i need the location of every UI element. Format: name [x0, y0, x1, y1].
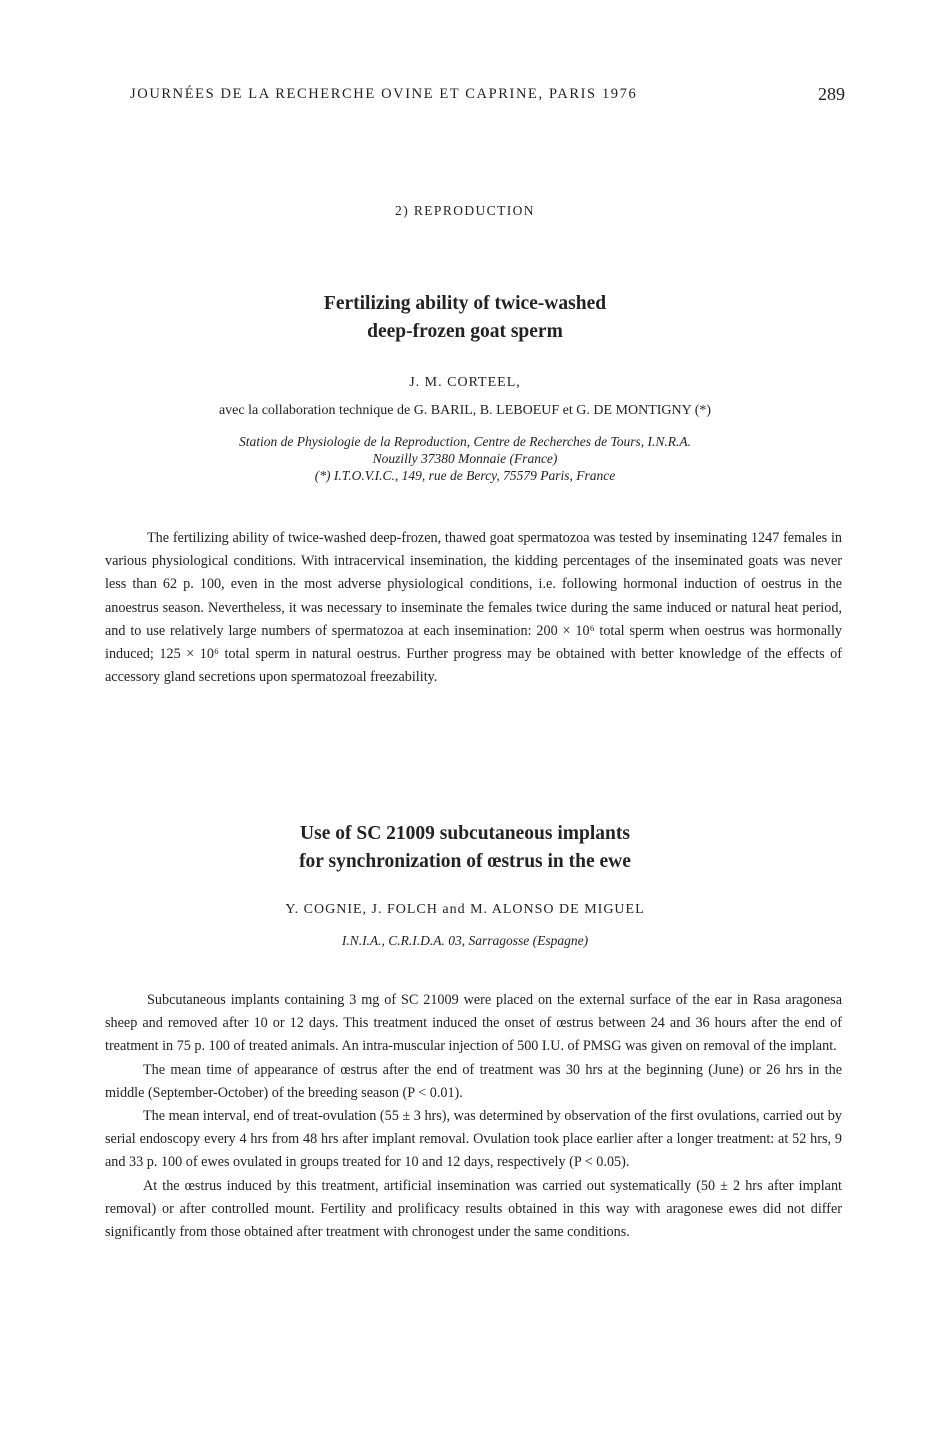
page-number: 289: [818, 84, 845, 104]
article1-author: J. M. CORTEEL,: [409, 375, 521, 390]
article2-body: [105, 989, 842, 1244]
abstract-paragraph: The fertilizing ability of twice-washed deep-frozen, thawed goat spermatozoa was tested by inseminating 1247 females in various physiological conditions. With intracervical insemination, the kidding percentages of the inseminated goats was never less than 62 p. 100, even in the most adverse physiological conditions, i.e. following hormonal induction of oestrus in the anoestrus season. Nevertheless, it was necessary to inseminate the females twice during the same induced or natural heat period, and to use relatively large numbers of spermatozoa at each insemination: 200 × 10⁶ total sperm when oestrus was hormonally induced; 125 × 10⁶ total sperm in natural oestrus. Further progress may be obtained with better knowledge of the effects of accessory gland secretions upon spermatozoal freezability.: [105, 530, 842, 686]
article1-title: [0, 290, 930, 346]
article2-authors: Y. COGNIE, J. FOLCH and M. ALONSO DE MIGUEL: [285, 902, 645, 917]
body-paragraph: The mean interval, end of treat-ovulation (55 ± 3 hrs), was determined by observation of the first ovulations, carried out by serial endoscopy every 4 hrs from 48 hrs after implant removal. Ovulation took place earlier after a longer treatment: at 52 hrs, 9 and 33 p. 100 of ewes ovulated in groups treated for 10 and 12 days, respectively (P < 0.05).: [105, 1108, 842, 1171]
body-paragraph: Subcutaneous implants containing 3 mg of SC 21009 were placed on the external surface of the ear in Rasa aragonesa sheep and removed after 10 or 12 days. This treatment induced the onset of œstrus between 24 and 36 hours after the end of treatment in 75 p. 100 of treated animals. An intra-muscular injection of 500 I.U. of PMSG was given on removal of the implant.: [105, 992, 842, 1055]
running-header: [130, 86, 845, 103]
affiliation-line: Nouzilly 37380 Monnaie (France): [372, 451, 558, 466]
article1-title-line: Fertilizing ability of twice-washed: [323, 293, 607, 314]
body-paragraph: The mean time of appearance of œstrus after the end of treatment was 30 hrs at the beginning (June) or 26 hrs in the middle (September-October) of the breeding season (P < 0.01).: [105, 1061, 842, 1101]
body-paragraph: At the œstrus induced by this treatment, artificial insemination was carried out systematically (50 ± 2 hrs after implant removal) or after controlled mount. Fertility and prolificacy results obtained in this way with aragonese ewes did not differ significantly from those obtained after treatment with chronogest under the same conditions.: [105, 1177, 842, 1241]
article1-title-line: deep-frozen goat sperm: [367, 321, 563, 342]
section-label: 2) REPRODUCTION: [395, 203, 535, 218]
running-title: JOURNÉES DE LA RECHERCHE OVINE ET CAPRINE, PARIS 1976: [130, 86, 638, 102]
affiliation-line: Station de Physiologie de la Reproduction, Centre de Recherches de Tours, I.N.R.A.: [238, 434, 692, 449]
article1-abstract: [105, 527, 842, 689]
article1-collaboration: avec la collaboration technique de G. BARIL, B. LEBOEUF et G. DE MONTIGNY (*): [218, 403, 712, 418]
article2-title-line: for synchronization of œstrus in the ewe: [299, 851, 631, 872]
article2-title-line: Use of SC 21009 subcutaneous implants: [300, 823, 630, 844]
affiliation-line: (*) I.T.O.V.I.C., 149, rue de Bercy, 75579 Paris, France: [314, 468, 616, 483]
article1-affiliation: [0, 433, 930, 484]
article2-title: [0, 820, 930, 876]
article2-affiliation: I.N.I.A., C.R.I.D.A. 03, Sarragosse (Espagne): [341, 933, 589, 948]
